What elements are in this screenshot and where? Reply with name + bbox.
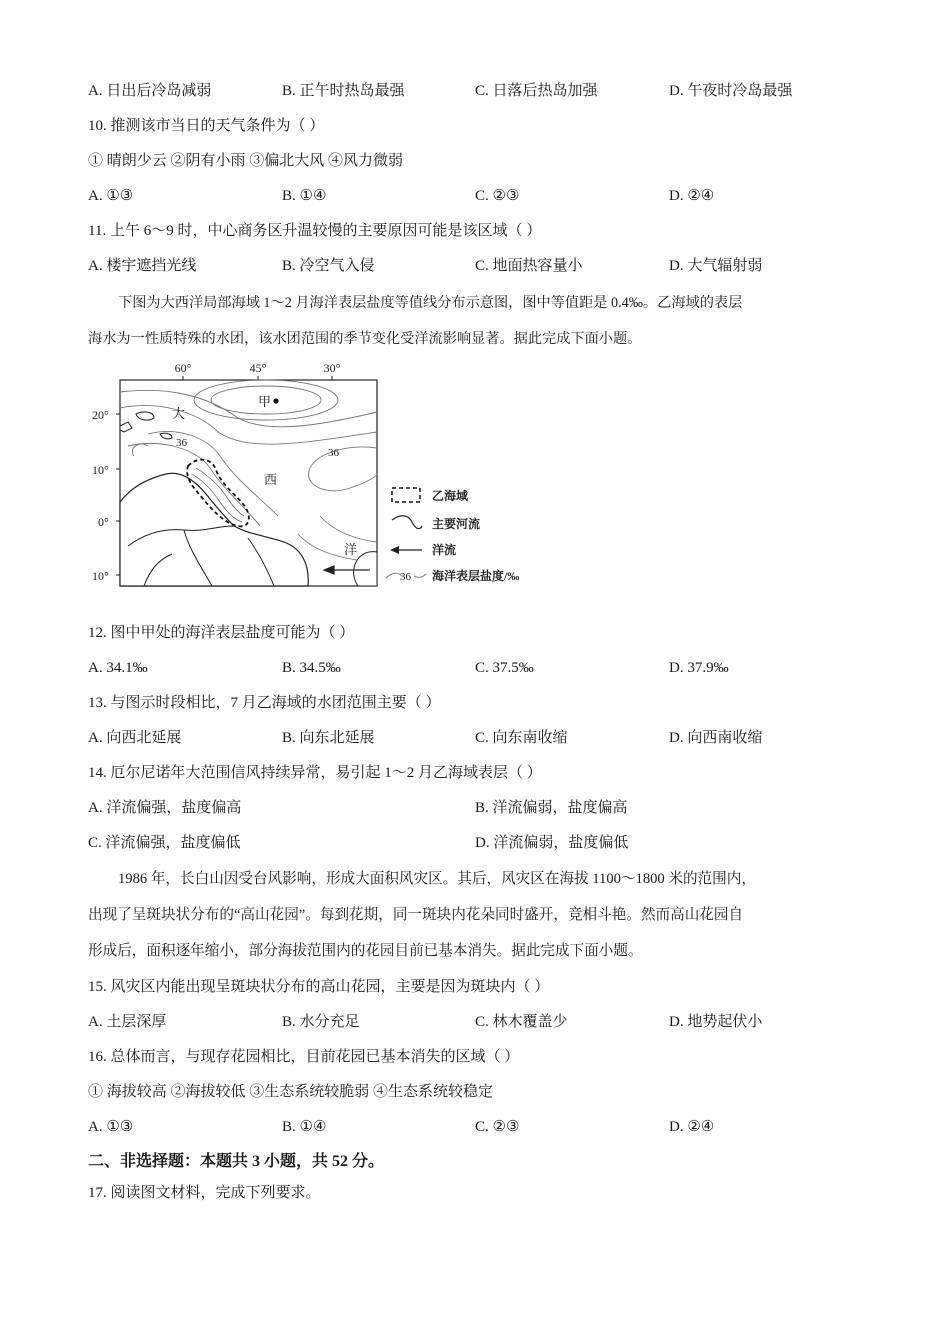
q13-option-d: D. 向西南收缩 — [669, 730, 763, 746]
q10-stem: 10. 推测该市当日的天气条件为（ ） — [88, 118, 325, 134]
passage2-line2: 出现了呈斑块状分布的“高山花园”。每到花期，同一斑块内花朵同时盛开，竞相斗艳。然而高山花园自 — [88, 907, 744, 923]
place-label-jia: 甲 — [258, 394, 272, 409]
point-jia — [273, 398, 278, 403]
q11-option-c: C. 地面热容量小 — [475, 258, 583, 274]
q16-option-a: A. ①③ — [88, 1119, 134, 1135]
q15-option-c: C. 林木覆盖少 — [475, 1014, 568, 1030]
q12-stem: 12. 图中甲处的海洋表层盐度可能为（ ） — [88, 625, 355, 641]
place-label-yang: 洋 — [344, 542, 358, 557]
q9-option-d: D. 午夜时冷岛最强 — [669, 83, 793, 99]
map-legend — [386, 488, 519, 583]
q14-option-a: A. 洋流偏强，盐度偏高 — [88, 800, 242, 816]
q9-option-c: C. 日落后热岛加强 — [475, 83, 598, 99]
q16-items: ① 海拔较高 ②海拔较低 ③生态系统较脆弱 ④生态系统较稳定 — [88, 1084, 494, 1100]
q15-option-b: B. 水分充足 — [282, 1014, 360, 1030]
legend-sea-area-label: 乙海域 — [432, 489, 469, 503]
legend-isoline-value: 36 — [400, 571, 411, 583]
legend-current-symbol — [390, 546, 399, 554]
q9-option-a: A. 日出后冷岛减弱 — [88, 83, 212, 99]
legend-river-symbol — [392, 516, 422, 529]
lon-label-30: 30° — [323, 361, 341, 375]
lon-label-45: 45° — [249, 361, 267, 375]
lat-label-10s: 10° — [92, 569, 109, 583]
passage1-line2: 海水为一性质特殊的水团，该水团范围的季节变化受洋流影响显著。据此完成下面小题。 — [88, 331, 642, 347]
q16-option-b: B. ①④ — [282, 1119, 327, 1135]
atlantic-salinity-map — [88, 356, 548, 596]
lat-label-10n: 10° — [92, 463, 109, 477]
q14-option-b: B. 洋流偏弱，盐度偏高 — [475, 800, 628, 816]
passage2-line3: 形成后，面积逐年缩小，部分海拔范围内的花园目前已基本消失。据此完成下面小题。 — [88, 943, 643, 959]
q10-option-d: D. ②④ — [669, 188, 715, 204]
q15-stem: 15. 风灾区内能出现呈斑块状分布的高山花园，主要是因为斑块内（ ） — [88, 979, 550, 995]
q13-option-b: B. 向东北延展 — [282, 730, 375, 746]
section2-heading: 二、非选择题：本题共 3 小题，共 52 分。 — [88, 1153, 385, 1170]
q11-option-d: D. 大气辐射弱 — [669, 258, 763, 274]
q14-option-c: C. 洋流偏强，盐度偏低 — [88, 835, 241, 851]
q16-option-d: D. ②④ — [669, 1119, 715, 1135]
q12-option-c: C. 37.5‰ — [475, 660, 534, 676]
isoline-label-36-west: 36 — [176, 437, 187, 449]
lat-label-0: 0° — [98, 515, 109, 529]
q10-option-a: A. ①③ — [88, 188, 134, 204]
q14-stem: 14. 厄尔尼诺年大范围信风持续异常，易引起 1～2 月乙海域表层（ ） — [88, 765, 542, 781]
passage2-line1: 1986 年，长白山因受台风影响，形成大面积风灾区。其后，风灾区在海拔 1100～1800 米的范围内， — [118, 871, 756, 887]
q14-option-d: D. 洋流偏弱，盐度偏低 — [475, 835, 629, 851]
passage1-line1: 下图为大西洋局部海域 1～2 月海洋表层盐度等值线分布示意图，图中等值距是 0.4‰。乙海域的表层 — [118, 295, 743, 311]
q11-option-a: A. 楼宇遮挡光线 — [88, 258, 197, 274]
q10-option-c: C. ②③ — [475, 188, 520, 204]
lon-label-60: 60° — [174, 361, 192, 375]
q9-option-b: B. 正午时热岛最强 — [282, 83, 405, 99]
q13-stem: 13. 与图示时段相比，7 月乙海域的水团范围主要（ ） — [88, 695, 441, 711]
lat-label-20n: 20° — [92, 408, 109, 422]
legend-sea-area-symbol — [392, 488, 420, 502]
legend-current-label: 洋流 — [432, 543, 457, 557]
q11-option-b: B. 冷空气入侵 — [282, 258, 375, 274]
q13-option-c: C. 向东南收缩 — [475, 730, 568, 746]
q10-option-b: B. ①④ — [282, 188, 327, 204]
q15-option-d: D. 地势起伏小 — [669, 1014, 763, 1030]
q16-stem: 16. 总体而言，与现存花园相比，目前花园已基本消失的区域（ ） — [88, 1049, 520, 1065]
q15-option-a: A. 土层深厚 — [88, 1014, 167, 1030]
legend-river-label: 主要河流 — [432, 517, 481, 531]
q13-option-a: A. 向西北延展 — [88, 730, 182, 746]
q11-stem: 11. 上午 6～9 时，中心商务区升温较慢的主要原因可能是该区域（ ） — [88, 223, 542, 239]
q16-option-c: C. ②③ — [475, 1119, 520, 1135]
q12-option-d: D. 37.9‰ — [669, 660, 729, 676]
place-label-xi: 西 — [264, 472, 278, 487]
q12-option-a: A. 34.1‰ — [88, 660, 148, 676]
legend-isoline-label: 海洋表层盐度/‰ — [432, 569, 520, 583]
place-label-da: 大 — [172, 406, 186, 421]
q17-stem: 17. 阅读图文材料，完成下列要求。 — [88, 1185, 321, 1201]
q12-option-b: B. 34.5‰ — [282, 660, 341, 676]
q10-items: ① 晴朗少云 ②阴有小雨 ③偏北大风 ④风力微弱 — [88, 153, 404, 169]
isoline-label-36-east: 36 — [328, 447, 339, 459]
